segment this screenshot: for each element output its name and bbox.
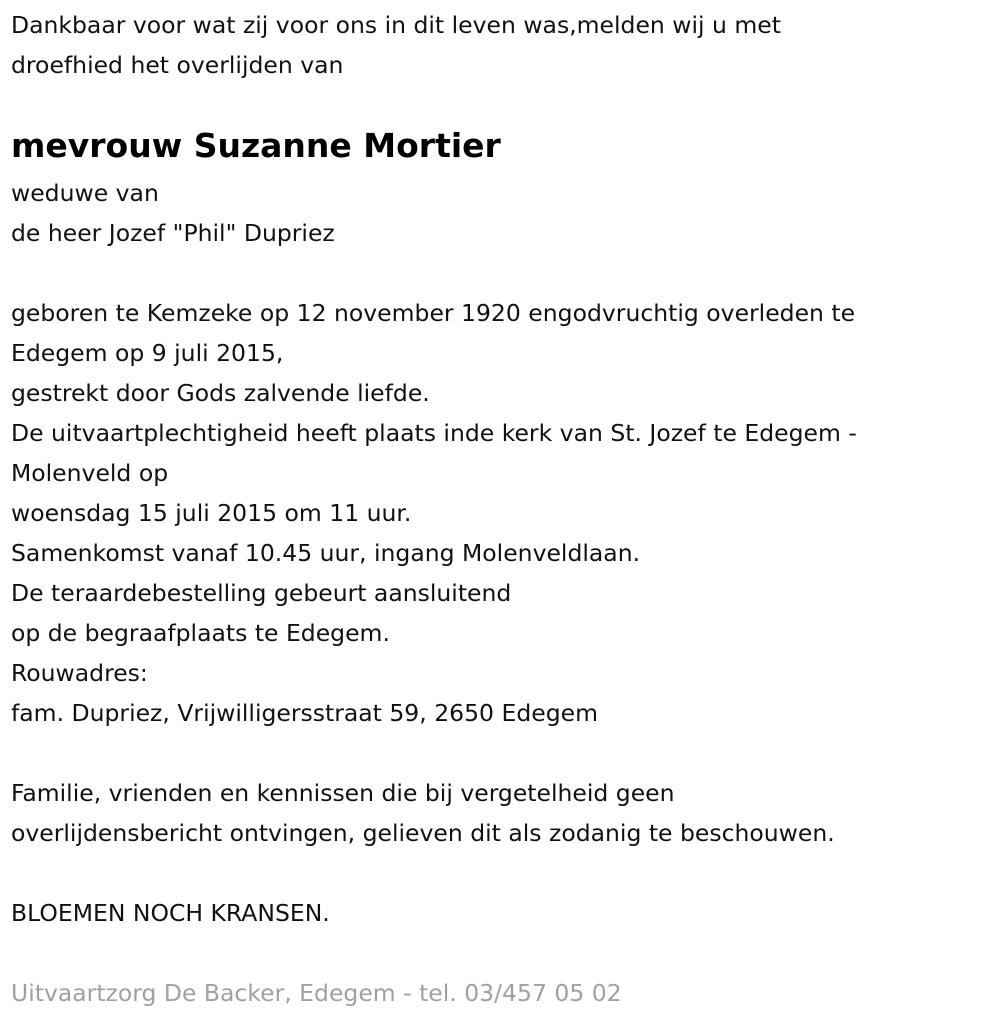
detail-line: op de begraafplaats te Edegem. [11, 619, 390, 647]
detail-line: woensdag 15 juli 2015 om 11 uur. [11, 499, 412, 527]
detail-line: Edegem op 9 juli 2015, [11, 339, 284, 367]
detail-line: Rouwadres: [11, 659, 148, 687]
detail-line: gestrekt door Gods zalvende liefde. [11, 379, 430, 407]
notice-line: overlijdensbericht ontvingen, gelieven dit als zodanig te beschouwen. [11, 819, 835, 847]
intro-line: Dankbaar voor wat zij voor ons in dit leven was,melden wij u met [11, 11, 781, 39]
address-line: fam. Dupriez, Vrijwilligersstraat 59, 2650 Edegem [11, 699, 598, 727]
spouse-line: de heer Jozef "Phil" Dupriez [11, 219, 335, 247]
funeral-home-footer: Uitvaartzorg De Backer, Edegem - tel. 03/457 05 02 [11, 979, 622, 1007]
spouse-line: weduwe van [11, 179, 159, 207]
detail-line: Molenveld op [11, 459, 169, 487]
notice-line: Familie, vrienden en kennissen die bij vergetelheid geen [11, 779, 675, 807]
deceased-name: mevrouw Suzanne Mortier [11, 126, 501, 165]
detail-line: De uitvaartplechtigheid heeft plaats inde kerk van St. Jozef te Edegem - [11, 419, 857, 447]
intro-line: droefhied het overlijden van [11, 51, 344, 79]
detail-line: Samenkomst vanaf 10.45 uur, ingang Molenveldlaan. [11, 539, 641, 567]
detail-line: geboren te Kemzeke op 12 november 1920 engodvruchtig overleden te [11, 299, 856, 327]
flowers-notice: BLOEMEN NOCH KRANSEN. [11, 899, 330, 927]
detail-line: De teraardebestelling gebeurt aansluitend [11, 579, 512, 607]
